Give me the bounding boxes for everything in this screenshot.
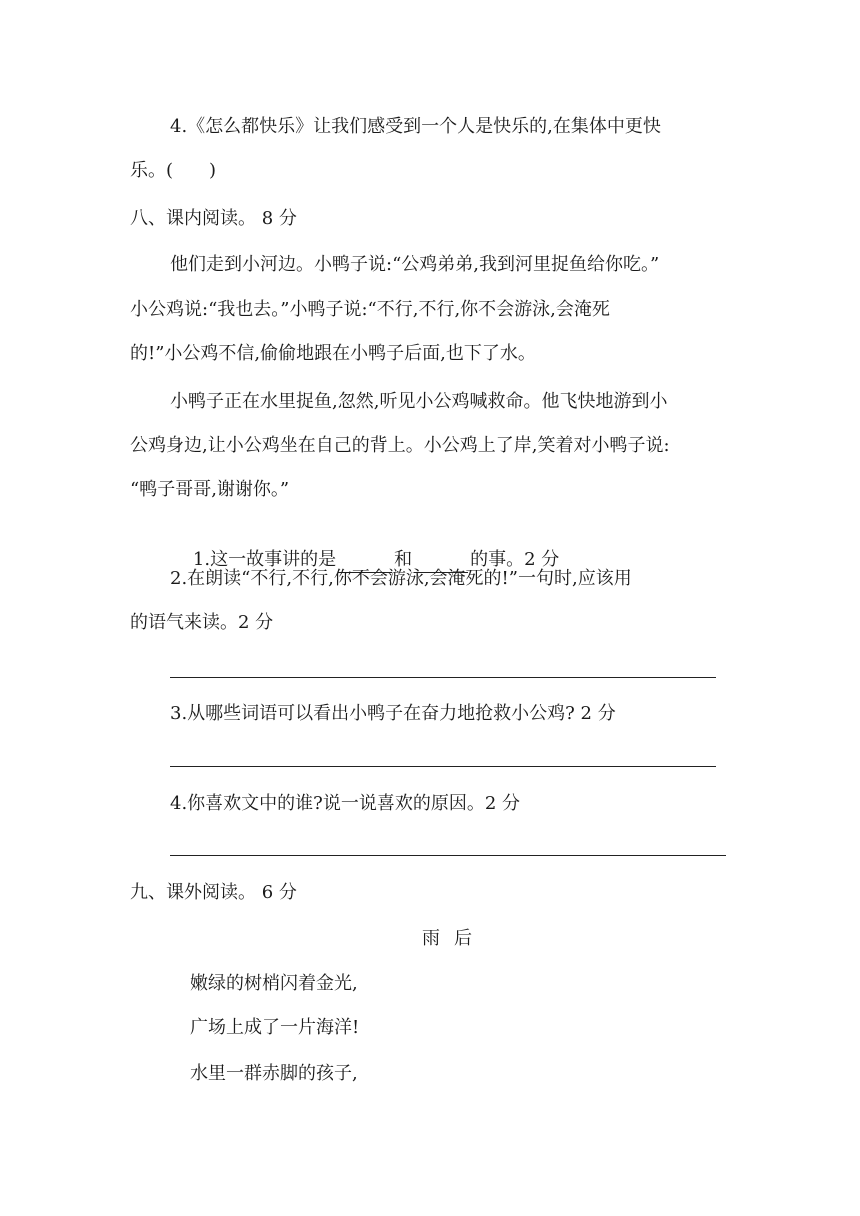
question-7-4-line2: 乐。( ) [130,160,217,181]
question-7-4-line1: 4.《怎么都快乐》让我们感受到一个人是快乐的,在集体中更快 [170,116,661,137]
passage-line: “鸭子哥哥,谢谢你。” [130,479,290,500]
answer-line[interactable] [170,766,716,767]
passage-line: 的!”小公鸡不信,偷偷地跟在小鸭子后面,也下了水。 [130,343,536,364]
passage-line: 公鸡身边,让小公鸡坐在自己的背上。小公鸡上了岸,笑着对小鸭子说: [130,435,670,456]
question-8-1-text: 1.这一故事讲的是 [192,549,337,570]
question-8-1-and: 和 [394,549,413,570]
poem-line: 水里一群赤脚的孩子, [190,1063,358,1084]
poem-line: 广场上成了一片海洋! [190,1017,360,1038]
answer-line[interactable] [170,855,726,856]
section-8-heading: 八、课内阅读。 8 分 [130,208,297,229]
section-9-heading: 九、课外阅读。 6 分 [130,882,297,903]
passage-line: 小公鸡说:“我也去。”小鸭子说:“不行,不行,你不会游泳,会淹死 [130,299,610,320]
poem-title: 雨后 [422,928,486,949]
passage-line: 小鸭子正在水里捉鱼,忽然,听见小公鸡喊救命。他飞快地游到小 [170,391,668,412]
question-8-2-line2: 的语气来读。2 分 [130,612,274,633]
passage-line: 他们走到小河边。小鸭子说:“公鸡弟弟,我到河里捉鱼给你吃。” [170,254,660,275]
question-8-4: 4.你喜欢文中的谁?说一说喜欢的原因。2 分 [170,793,520,814]
answer-line[interactable] [170,677,716,678]
question-8-2-line1: 2.在朗读“不行,不行,你不会游泳,会淹死的!”一句时,应该用 [170,568,632,589]
question-8-3: 3.从哪些词语可以看出小鸭子在奋力地抢救小公鸡? 2 分 [170,703,616,724]
poem-line: 嫩绿的树梢闪着金光, [190,973,358,994]
question-8-1-tail: 的事。2 分 [470,549,560,570]
